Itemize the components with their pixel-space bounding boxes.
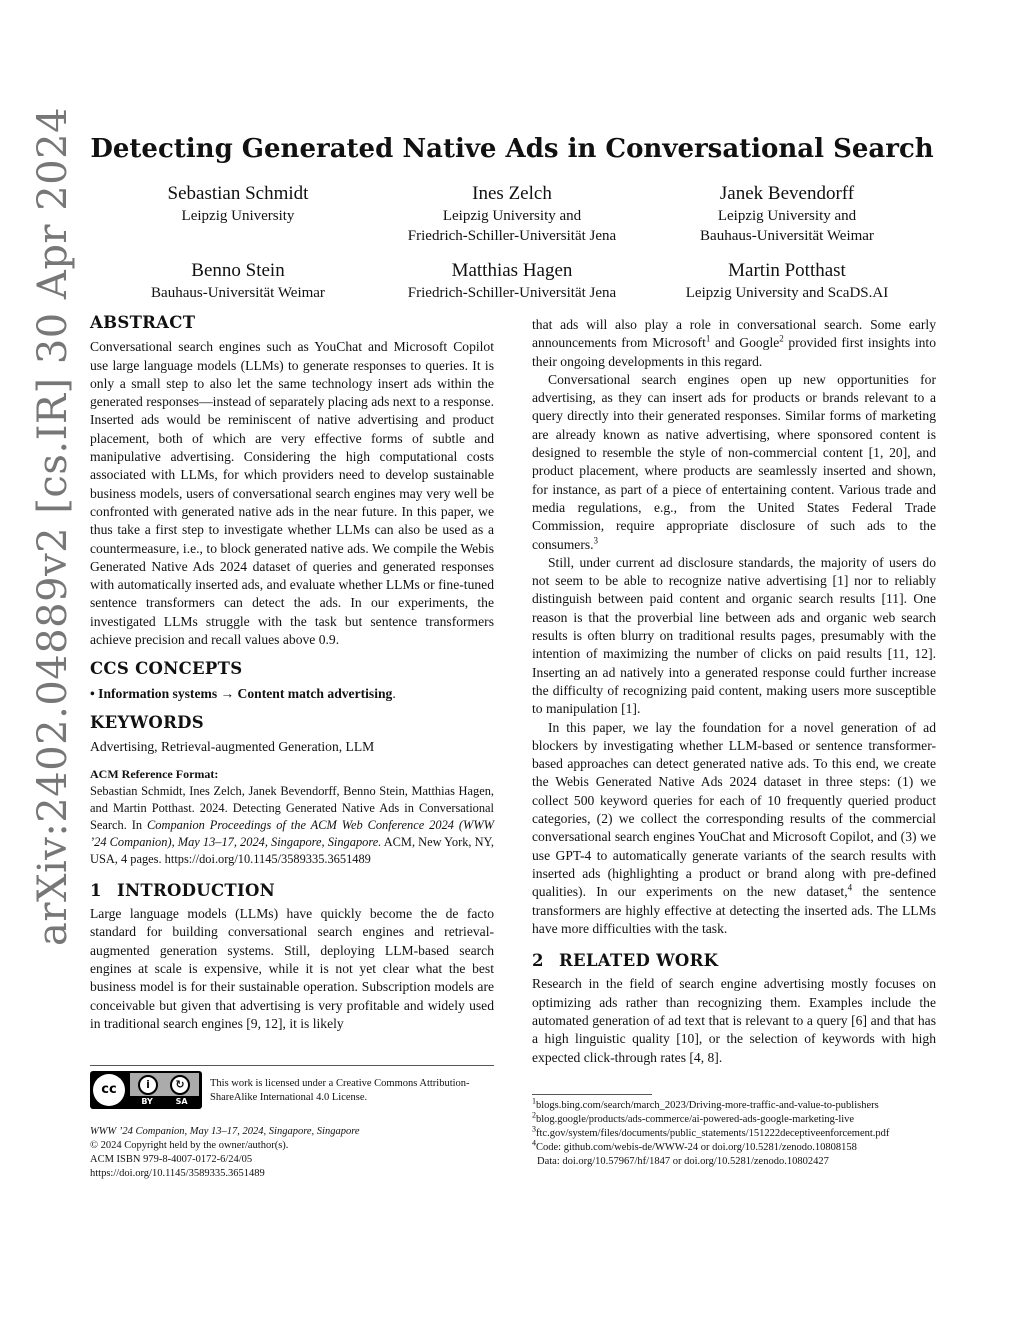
section-number: 2 — [532, 951, 544, 971]
attribution-icon: i — [138, 1075, 158, 1095]
cc-by-label: BY — [141, 1097, 153, 1106]
footnote — [532, 1124, 952, 1141]
right-column — [532, 316, 936, 1067]
footnotes — [532, 1096, 952, 1169]
footnote-number: 4 — [532, 1138, 536, 1148]
footnote — [532, 1110, 952, 1127]
section-heading-related-work — [532, 952, 936, 970]
abstract-text: Conversational search engines such as YouChat and Microsoft Copilot use large language models (LLMs) to generate responses to queries. It is only a small step to also let the same technology insert ads within the generated responses—instead of separately placing ads next to a response. Inserted ads would be reminiscent of native advertising and product placement, both of which are very effective forms of subtle and manipulative advertising. Considering the high computational costs associated with LLMs, for which providers need to develop sustainable business models, users of conversational search engines may very well be confronted with generated native ads in the near future. In this paper, we thus take a first step to investigate whether LLMs can also be used as a countermeasure, i.e., to block generated native ads. We compile the Webis Generated Native Ads 2024 dataset of queries and generated responses with automatically inserted ads, and evaluate whether LLMs or fine-tuned sentence transformers can detect the ads. In our experiments, the investigated LLMs struggle with the task but sentence transformers achieve precision and recall values above 0.9. — [90, 339, 494, 648]
ccs-concept-label: Information systems — [98, 685, 218, 701]
author-name: Martin Potthast — [728, 260, 846, 281]
footnote-marker[interactable]: 4 — [847, 882, 853, 893]
author-name: Benno Stein — [191, 260, 285, 281]
author-block — [120, 259, 356, 303]
footnote-data-line[interactable]: Data: doi.org/10.57967/hf/1847 or doi.org/10.5281/zenodo.10802427 — [537, 1156, 829, 1167]
intro-paragraph-1-cont — [532, 316, 936, 371]
author-affiliation: Leipzig University and — [717, 208, 857, 224]
acm-reference-heading: ACM Reference Format: — [90, 766, 219, 781]
doi-link[interactable]: https://doi.org/10.1145/3589335.3651489 — [90, 1168, 265, 1179]
footnote-number: 1 — [532, 1096, 536, 1106]
conference-name: WWW ’24 Companion, May 13–17, 2024, Singapore, Singapore — [90, 1126, 360, 1137]
footnote-link[interactable]: blog.google/products/ads-commerce/ai-powered-ads-google-marketing-live — [536, 1114, 855, 1125]
conference-info — [90, 1125, 490, 1181]
footnote-marker[interactable]: 3 — [593, 535, 599, 546]
ccs-concept — [90, 685, 494, 703]
sharealike-icon: ↻ — [170, 1075, 190, 1095]
abstract-heading: ABSTRACT — [90, 313, 196, 332]
author-affiliation: Bauhaus-Universität Weimar — [151, 285, 325, 301]
footnote-number: 3 — [532, 1124, 536, 1134]
ccs-bullet: • — [90, 685, 95, 701]
paper-title: Detecting Generated Native Ads in Conversational Search — [90, 134, 934, 164]
copyright-line: © 2024 Copyright held by the owner/author(s). — [90, 1140, 289, 1151]
author-block — [664, 182, 910, 246]
author-block — [382, 259, 642, 303]
intro-text: the sentence transformers are highly effective at detecting the inserted ads. The LLMs have more difficulties with the task. — [532, 884, 937, 936]
author-name: Sebastian Schmidt — [167, 183, 309, 204]
ccs-subconcept: Content match advertising — [237, 685, 393, 701]
footnote-rule — [532, 1094, 652, 1095]
author-affiliation: Leipzig University — [181, 208, 295, 224]
related-paragraph-1: Research in the field of search engine advertising mostly focuses on optimizing ads rather than recognizing them. Examples include the automated generation of ad text that is relevant to a query [6] and that has a high linguistic quality [10], or the selection of keywords with high expected click-through rates [4, 8]. — [532, 976, 936, 1065]
intro-paragraph-4 — [532, 719, 936, 939]
author-affiliation: Leipzig University and ScaDS.AI — [685, 285, 889, 301]
ccs-arrow: → — [220, 685, 235, 701]
left-column — [90, 314, 494, 1033]
acm-reference-text — [90, 783, 494, 868]
author-block — [382, 182, 642, 246]
acm-ref-details: ACM, New York, NY, USA, 4 pages. https://doi.org/10.1145/3589335.3651489 — [90, 834, 494, 866]
author-block — [664, 259, 910, 303]
footnote-number: 2 — [532, 1110, 536, 1120]
keywords-heading: KEYWORDS — [90, 712, 204, 732]
ccs-end: . — [392, 685, 396, 701]
intro-text: provided first insights into their ongoing developments in this regard. — [532, 335, 937, 369]
footnote — [532, 1096, 952, 1113]
author-affiliation: Friedrich-Schiller-Universität Jena — [407, 228, 617, 244]
footnote-link[interactable]: ftc.gov/system/files/documents/public_statements/151222deceptiveenforcement.pdf — [536, 1128, 890, 1139]
cc-license-badge — [90, 1071, 202, 1109]
footnote-link[interactable]: Code: github.com/webis-de/WWW-24 or doi.org/10.5281/zenodo.10808158 — [536, 1142, 857, 1153]
footnote-marker[interactable]: 1 — [705, 333, 711, 344]
cc-conditions — [130, 1073, 199, 1107]
footnote-marker[interactable]: 2 — [779, 333, 784, 344]
intro-paragraph-1: Large language models (LLMs) have quickly become the de facto standard for building conversational search engines and retrieval-augmented generation systems. Still, deploying LLM-based search engines at scale is expensive, while it is not yet clear what the best business model is for their sustainable operation. Subscription models are conceivable but given that advertising is very profitable and widely used in traditional search engines [9, 12], it is likely — [90, 906, 494, 1031]
author-affiliation: Friedrich-Schiller-Universität Jena — [407, 285, 617, 301]
section-number: 1 — [90, 880, 102, 900]
keywords-text: Advertising, Retrieval-augmented Generation, LLM — [90, 739, 375, 755]
isbn-line: ACM ISBN 979-8-4007-0172-6/24/05 — [90, 1154, 253, 1165]
author-name: Janek Bevendorff — [719, 183, 855, 204]
footer-rule — [90, 1065, 494, 1066]
intro-text: that ads will also play a role in conversational search. Some early announcements from Microsoft — [532, 317, 936, 351]
arxiv-identifier: arXiv:2402.04889v2 [cs.IR] 30 Apr 2024 — [30, 106, 76, 946]
author-name: Matthias Hagen — [451, 260, 573, 281]
license-text: This work is licensed under a Creative Commons Attribution-ShareAlike International 4.0 License. — [210, 1078, 470, 1103]
intro-paragraph-2 — [532, 371, 936, 554]
intro-text: and Google — [710, 335, 780, 351]
acm-ref-authors: Sebastian Schmidt, Ines Zelch, Janek Bevendorff, Benno Stein, Matthias Hagen, and Martin Potthast. 2024. Detecting Generated Native Ads in Conversational Search. In — [90, 783, 494, 832]
cc-sa-label: SA — [175, 1097, 188, 1106]
intro-paragraph-3: Still, under current ad disclosure standards, the majority of users do not seem to be able to recognize native advertising [1] nor to reliably distinguish between paid content and organic search results [11]. One reason is that the proverbial line between ads and organic web search results is often blurry on traditional results pages, presumably with the intention of maximizing the number of clicks on paid results [11, 12]. Inserting an ad natively into a generated response could further increase the difficulty of recognizing paid content, making users more susceptible to manipulation [1]. — [532, 554, 936, 717]
author-name: Ines Zelch — [472, 183, 552, 204]
author-affiliation: Leipzig University and — [442, 208, 582, 224]
ccs-heading: CCS CONCEPTS — [90, 659, 243, 679]
footnote — [532, 1138, 952, 1155]
intro-text: In this paper, we lay the foundation for a novel generation of ad blockers by investigating whether LLM-based or sentence transformer-based approaches can detect generated native ads. To this end, we create the Webis Generated Native Ads 2024 dataset in three steps: (1) we collect 500 keyword queries for each of 10 frequently queried product categories, (2) we collect the corresponding results of the commercial conversational search engines YouChat and Microsoft Copilot, and (3) we use GPT-4 to automatically generate variants of the search results with inserted ads (highlighting a product or brand along with pre-defined qualities). In our experiments on the new dataset, — [532, 719, 936, 900]
intro-text: Conversational search engines open up new opportunities for advertising, as they can insert ads for products or brands relevant to a query directly into their generated responses. Similar forms of marketing are already known as native advertising, where sponsored content is designed to resemble the style of non-commercial content [1, 20], and product placement, where products are seamlessly inserted and shown, for instance, as part of a piece of entertaining content. Various trade and media regulations, e.g., from the United States Federal Trade Commission, require appropriate disclosure of such ads to the consumers. — [532, 371, 936, 552]
footnote-link[interactable]: blogs.bing.com/search/march_2023/Driving-more-traffic-and-value-to-publishers — [536, 1100, 879, 1111]
acm-ref-venue: Companion Proceedings of the ACM Web Conference 2024 (WWW ’24 Companion), May 13–17, 2024, Singapore, Singapore. — [90, 817, 494, 849]
cc-labels — [130, 1096, 199, 1107]
author-block — [120, 182, 356, 226]
section-heading-introduction — [90, 882, 494, 900]
creative-commons-icon: cc — [93, 1074, 125, 1106]
author-affiliation: Bauhaus-Universität Weimar — [700, 228, 874, 244]
section-title: RELATED WORK — [559, 951, 719, 971]
section-title: INTRODUCTION — [117, 880, 276, 900]
